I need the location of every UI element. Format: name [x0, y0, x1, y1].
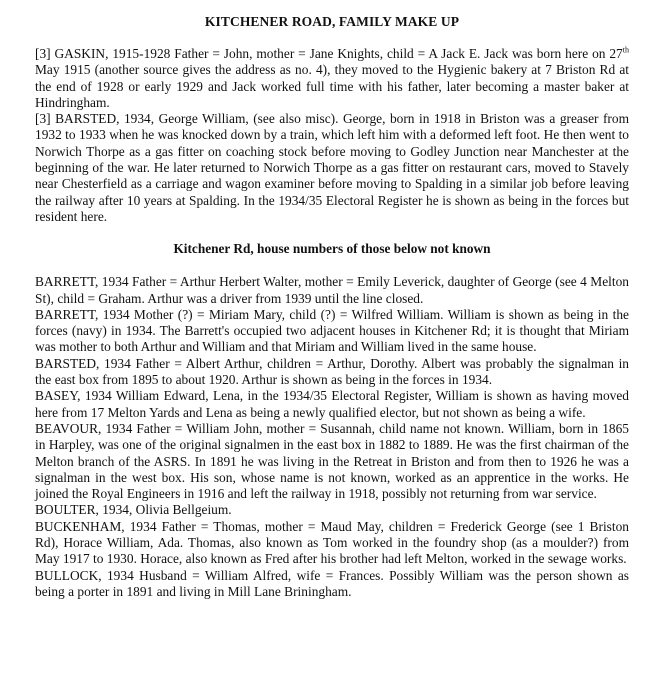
bottom-entries [35, 274, 629, 600]
entry-buckenham: BUCKENHAM, 1934 Father = Thomas, mother = Maud May, children = Frederick George (see 1 Briston Rd), Horace William, Ada. Thomas, also known as Tom worked in the foundry shop (as a moulder?) from May 1917 to 1930. Horace, also known as Fred after his brother had left Melton, worked in the sewage works. [35, 518, 629, 567]
page-title: KITCHENER ROAD, FAMILY MAKE UP [204, 14, 460, 29]
entry-gaskin-text-end: May 1915 (another source gives the address as no. 4), they moved to the Hygienic bakery at 7 Briston Rd at the end of 1928 or early 1929 and Jack worked full time with his father, later becoming a master baker at Hindringham. [35, 62, 629, 110]
entry-beavour: BEAVOUR, 1934 Father = William John, mother = Susannah, child name not known. William, born in 1865 in Harpley, was one of the original signalmen in the east box in 1882 to 1889. He was the first chairman of the Melton branch of the ASRS. In 1891 he was living in the Retreat in Briston and from then to 1926 he was a signalman in the west box. His son, whose name is not known, worked as an apprentice in the works. He joined the Royal Engineers in 1916 and left the railway in 1918, possibly not returning from war service. [35, 420, 629, 502]
entry-boulter: BOULTER, 1934, Olivia Bellgeium. [35, 502, 232, 518]
entry-barrett-miriam: BARRETT, 1934 Mother (?) = Miriam Mary, child (?) = Wilfred William. William is shown as being in the forces (navy) in 1934. The Barrett's occupied two adjacent houses in Kitchener Rd; it is thought that Miriam was mother to both Arthur and William and that Miriam and William lived in the same house. [35, 306, 629, 355]
section-heading: Kitchener Rd, house numbers of those below not known [173, 241, 491, 257]
entry-barsted-george: [3] BARSTED, 1934, George William, (see also misc). George, born in 1918 in Briston was a greaser from 1932 to 1933 when he was knocked down by a train, which left him with a deformed left foot. He then went to Norwich Thorpe as a gas fitter on coaching stock before moving to Godley Junction near Manchester at the beginning of the war. He later returned to Norwich Thorpe as a gas fitter on restaurant cars, moved to Stavely near Chesterfield as a carriage and wagon examiner before moving to Spalding in a similar job before leaving the railway after 10 years at Spalding. In the 1934/35 Electoral Register he is shown as being in the forces but resident here. [35, 111, 629, 224]
entry-gaskin-text-start: [3] GASKIN, 1915-1928 Father = John, mother = Jane Knights, child = A Jack E. Jack was born here on 27 [35, 46, 623, 61]
entry-barrett-arthur: BARRETT, 1934 Father = Arthur Herbert Walter, mother = Emily Leverick, daughter of George (see 4 Melton St), child = Graham. Arthur was a driver from 1939 until the line closed. [35, 274, 629, 306]
entry-basey: BASEY, 1934 William Edward, Lena, in the 1934/35 Electoral Register, William is shown as having moved here from 17 Melton Yards and Lena as being a newly qualified elector, but not shown as being a wife. [35, 388, 629, 420]
top-entries [35, 46, 629, 225]
entry-gaskin-ordinal: th [622, 45, 629, 55]
entry-gaskin [35, 46, 629, 111]
entry-bullock: BULLOCK, 1934 Husband = William Alfred, wife = Frances. Possibly William was the person shown as being a porter in 1891 and living in Mill Lane Briningham. [35, 567, 629, 599]
entry-barsted-albert: BARSTED, 1934 Father = Albert Arthur, children = Arthur, Dorothy. Albert was probably the signalman in the east box from 1895 to about 1920. Arthur is shown as being in the forces in 1934. [35, 355, 629, 388]
